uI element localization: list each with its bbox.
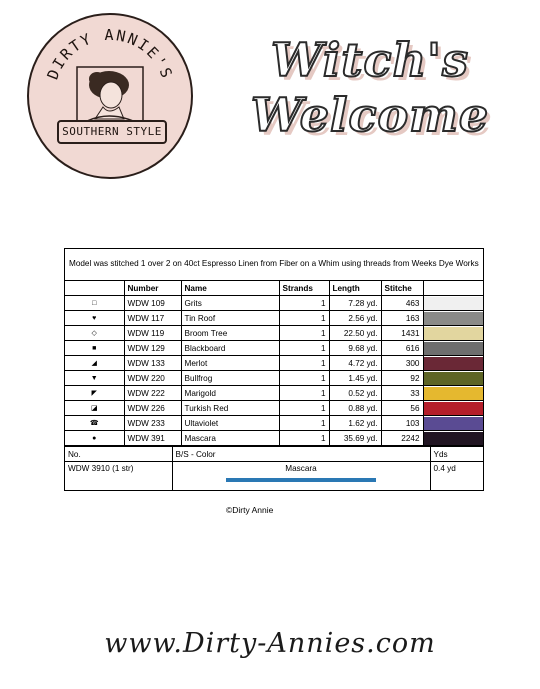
thread-color-swatch (423, 386, 483, 401)
pattern-title (250, 33, 490, 143)
thread-symbol: ■ (65, 341, 124, 356)
header-length: Length (329, 281, 381, 296)
thread-symbol: ☎ (65, 416, 124, 431)
logo-brand-text: DIRTY ANNIE'S (43, 26, 177, 82)
thread-stitches: 163 (381, 311, 423, 326)
thread-stitches: 616 (381, 341, 423, 356)
thread-color-swatch (423, 401, 483, 416)
header-number: Number (124, 281, 181, 296)
thread-color-swatch (423, 311, 483, 326)
bs-header-color: B/S - Color (172, 447, 430, 462)
thread-stitches: 1431 (381, 326, 423, 341)
header-color (423, 281, 483, 296)
bs-number: WDW 3910 (1 str) (65, 462, 172, 491)
thread-stitches: 463 (381, 296, 423, 311)
thread-name: Marigold (181, 386, 279, 401)
backstitch-row (65, 462, 483, 491)
thread-color-swatch (423, 356, 483, 371)
thread-symbol: ◤ (65, 386, 124, 401)
thread-stitches: 92 (381, 371, 423, 386)
thread-symbol: ● (65, 431, 124, 446)
title-line-1: Witch's (270, 33, 469, 87)
thread-length: 1.62 yd. (329, 416, 381, 431)
bs-name: Mascara (285, 464, 317, 473)
title-line-2: Welcome (250, 88, 490, 142)
thread-number: WDW 117 (124, 311, 181, 326)
thread-color-swatch (423, 431, 483, 446)
thread-number: WDW 222 (124, 386, 181, 401)
thread-name: Broom Tree (181, 326, 279, 341)
bs-header-yds: Yds (430, 447, 483, 462)
thread-row (65, 386, 483, 401)
thread-length: 1.45 yd. (329, 371, 381, 386)
bs-header-no: No. (65, 447, 172, 462)
thread-symbol: □ (65, 296, 124, 311)
thread-name: Grits (181, 296, 279, 311)
thread-color-swatch (423, 296, 483, 311)
thread-stitches: 103 (381, 416, 423, 431)
header-stitches: Stitche (381, 281, 423, 296)
thread-number: WDW 119 (124, 326, 181, 341)
thread-strands: 1 (279, 386, 329, 401)
thread-row (65, 311, 483, 326)
stitching-note: Model was stitched 1 over 2 on 40ct Espresso Linen from Fiber on a Whim using threads from Weeks Dye Works (65, 249, 483, 281)
thread-strands: 1 (279, 401, 329, 416)
logo-ribbon: SOUTHERN STYLE (57, 120, 167, 144)
bs-yds: 0.4 yd (430, 462, 483, 491)
thread-strands: 1 (279, 371, 329, 386)
thread-strands: 1 (279, 326, 329, 341)
thread-number: WDW 129 (124, 341, 181, 356)
thread-number: WDW 226 (124, 401, 181, 416)
thread-table (65, 281, 483, 446)
thread-symbol: ◪ (65, 401, 124, 416)
website-url: www.Dirty-Annies.com (104, 628, 436, 659)
header-strands: Strands (279, 281, 329, 296)
thread-stitches: 56 (381, 401, 423, 416)
thread-row (65, 326, 483, 341)
thread-name: Blackboard (181, 341, 279, 356)
thread-name: Bullfrog (181, 371, 279, 386)
thread-length: 0.52 yd. (329, 386, 381, 401)
thread-row (65, 356, 483, 371)
header-name: Name (181, 281, 279, 296)
thread-length: 4.72 yd. (329, 356, 381, 371)
thread-number: WDW 391 (124, 431, 181, 446)
thread-length: 22.50 yd. (329, 326, 381, 341)
thread-stitches: 300 (381, 356, 423, 371)
backstitch-table (65, 446, 483, 490)
dirty-annies-logo (27, 13, 193, 179)
thread-row (65, 341, 483, 356)
thread-symbol: ▼ (65, 371, 124, 386)
thread-name: Ultaviolet (181, 416, 279, 431)
thread-strands: 1 (279, 311, 329, 326)
thread-number: WDW 220 (124, 371, 181, 386)
thread-symbol: ◇ (65, 326, 124, 341)
thread-length: 7.28 yd. (329, 296, 381, 311)
thread-color-swatch (423, 326, 483, 341)
thread-symbol: ♥ (65, 311, 124, 326)
thread-strands: 1 (279, 341, 329, 356)
thread-strands: 1 (279, 296, 329, 311)
copyright: ©Dirty Annie (226, 505, 274, 515)
thread-color-swatch (423, 371, 483, 386)
thread-color-swatch (423, 341, 483, 356)
thread-strands: 1 (279, 431, 329, 446)
thread-number: WDW 233 (124, 416, 181, 431)
thread-row (65, 371, 483, 386)
thread-stitches: 2242 (381, 431, 423, 446)
thread-strands: 1 (279, 416, 329, 431)
header-symbol (65, 281, 124, 296)
thread-name: Turkish Red (181, 401, 279, 416)
logo-artwork (29, 15, 191, 177)
thread-table-header (65, 281, 483, 296)
bs-line-sample (226, 478, 376, 482)
thread-key-table (64, 248, 484, 491)
thread-length: 35.69 yd. (329, 431, 381, 446)
thread-number: WDW 133 (124, 356, 181, 371)
thread-strands: 1 (279, 356, 329, 371)
thread-name: Merlot (181, 356, 279, 371)
thread-length: 9.68 yd. (329, 341, 381, 356)
thread-name: Tin Roof (181, 311, 279, 326)
bs-color-cell (172, 462, 430, 491)
thread-row (65, 401, 483, 416)
thread-color-swatch (423, 416, 483, 431)
thread-number: WDW 109 (124, 296, 181, 311)
backstitch-header (65, 447, 483, 462)
thread-name: Mascara (181, 431, 279, 446)
thread-length: 2.56 yd. (329, 311, 381, 326)
thread-length: 0.88 yd. (329, 401, 381, 416)
thread-row (65, 416, 483, 431)
thread-row (65, 431, 483, 446)
thread-row (65, 296, 483, 311)
thread-stitches: 33 (381, 386, 423, 401)
thread-symbol: ◢ (65, 356, 124, 371)
